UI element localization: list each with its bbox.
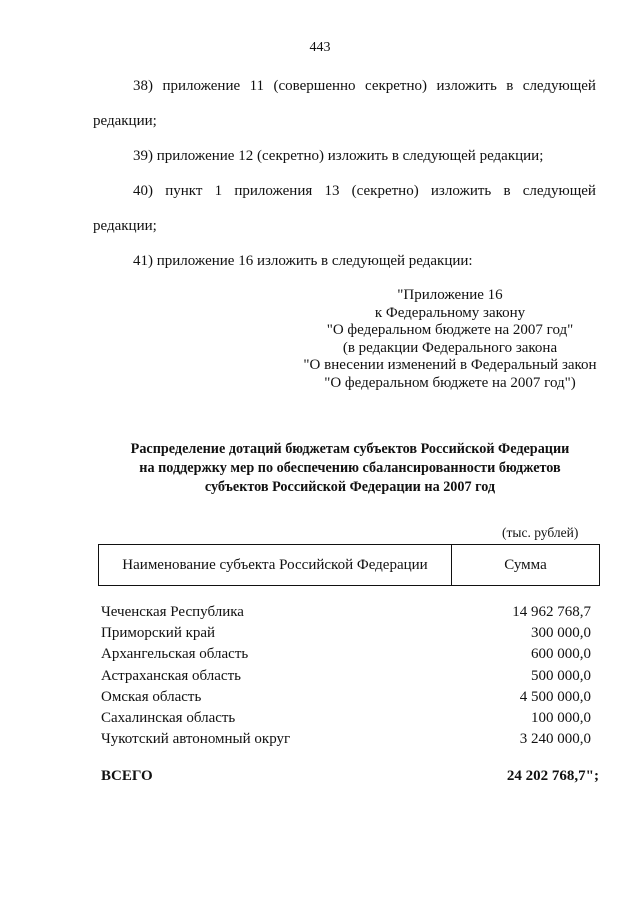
item-39: 39) приложение 12 (секретно) изложить в следующей редакции; <box>133 148 544 164</box>
table-row <box>101 623 591 644</box>
row-amount: 100 000,0 <box>531 709 591 726</box>
word: изложить <box>436 78 497 94</box>
caption-line: (в редакции Федерального закона <box>342 339 558 356</box>
row-amount: 300 000,0 <box>531 625 591 642</box>
row-name: Архангельская область <box>101 646 249 663</box>
word: секретно) <box>364 78 428 94</box>
table-body <box>101 602 591 750</box>
total-row <box>101 768 599 785</box>
row-name: Астраханская область <box>101 667 241 684</box>
units-label: (тыс. рублей) <box>502 525 579 540</box>
word: 11 <box>249 78 265 94</box>
header-subject: Наименование субъекта Российской Федерации <box>99 545 452 585</box>
word: (совершенно <box>273 78 356 94</box>
word: следующей <box>522 78 596 94</box>
item-41: 41) приложение 16 изложить в следующей редакции: <box>133 253 473 269</box>
word: приложения <box>234 183 313 199</box>
caption-line: "О внесении изменений в Федеральный закон <box>303 357 597 373</box>
word: 13 <box>324 183 340 199</box>
table-row <box>101 644 591 665</box>
row-amount: 600 000,0 <box>531 646 591 663</box>
title-line: субъектов Российской Федерации на 2007 год <box>204 479 496 495</box>
page-number: 443 <box>309 40 331 55</box>
table-row <box>101 729 591 750</box>
table-row <box>101 666 591 687</box>
item-40-line-2: редакции; <box>93 218 157 234</box>
word: 40) <box>133 183 153 199</box>
word: в <box>506 78 514 94</box>
row-amount: 3 240 000,0 <box>519 731 591 748</box>
item-38-line-1 <box>133 78 596 95</box>
total-amount: 24 202 768,7"; <box>506 768 599 784</box>
word: в <box>503 183 511 199</box>
caption-line: "О федеральном бюджете на 2007 год" <box>326 322 574 338</box>
item-40-line-1 <box>133 183 596 200</box>
item-38-line-2: редакции; <box>93 113 157 129</box>
table-row <box>101 602 591 623</box>
word: пункт <box>165 183 203 199</box>
word: изложить <box>430 183 492 199</box>
row-name: Сахалинская область <box>101 709 236 726</box>
row-name: Приморский край <box>101 625 216 642</box>
word: приложение <box>162 78 241 94</box>
word: следующей <box>522 183 596 199</box>
row-name: Чукотский автономный округ <box>101 731 291 748</box>
table-header <box>98 544 600 586</box>
caption-line: к Федеральному закону <box>374 304 526 321</box>
word: 1 <box>214 183 223 199</box>
appendix-caption <box>300 287 600 392</box>
header-amount: Сумма <box>504 556 547 573</box>
row-amount: 14 962 768,7 <box>512 604 591 620</box>
caption-line: "О федеральном бюджете на 2007 год") <box>324 374 576 391</box>
row-name: Омская область <box>101 688 202 705</box>
table-row <box>101 708 591 729</box>
row-amount: 500 000,0 <box>531 667 591 684</box>
table-title <box>90 440 610 497</box>
title-line: на поддержку мер по обеспечению сбалансированности бюджетов <box>139 460 561 476</box>
title-line: Распределение дотаций бюджетам субъектов Российской Федерации <box>130 441 570 457</box>
word: 38) <box>133 78 153 94</box>
total-label: ВСЕГО <box>101 768 153 784</box>
word: (секретно) <box>351 183 419 199</box>
caption-line: "Приложение 16 <box>397 287 503 303</box>
table-row <box>101 687 591 708</box>
row-amount: 4 500 000,0 <box>519 688 591 705</box>
row-name: Чеченская Республика <box>101 604 244 620</box>
